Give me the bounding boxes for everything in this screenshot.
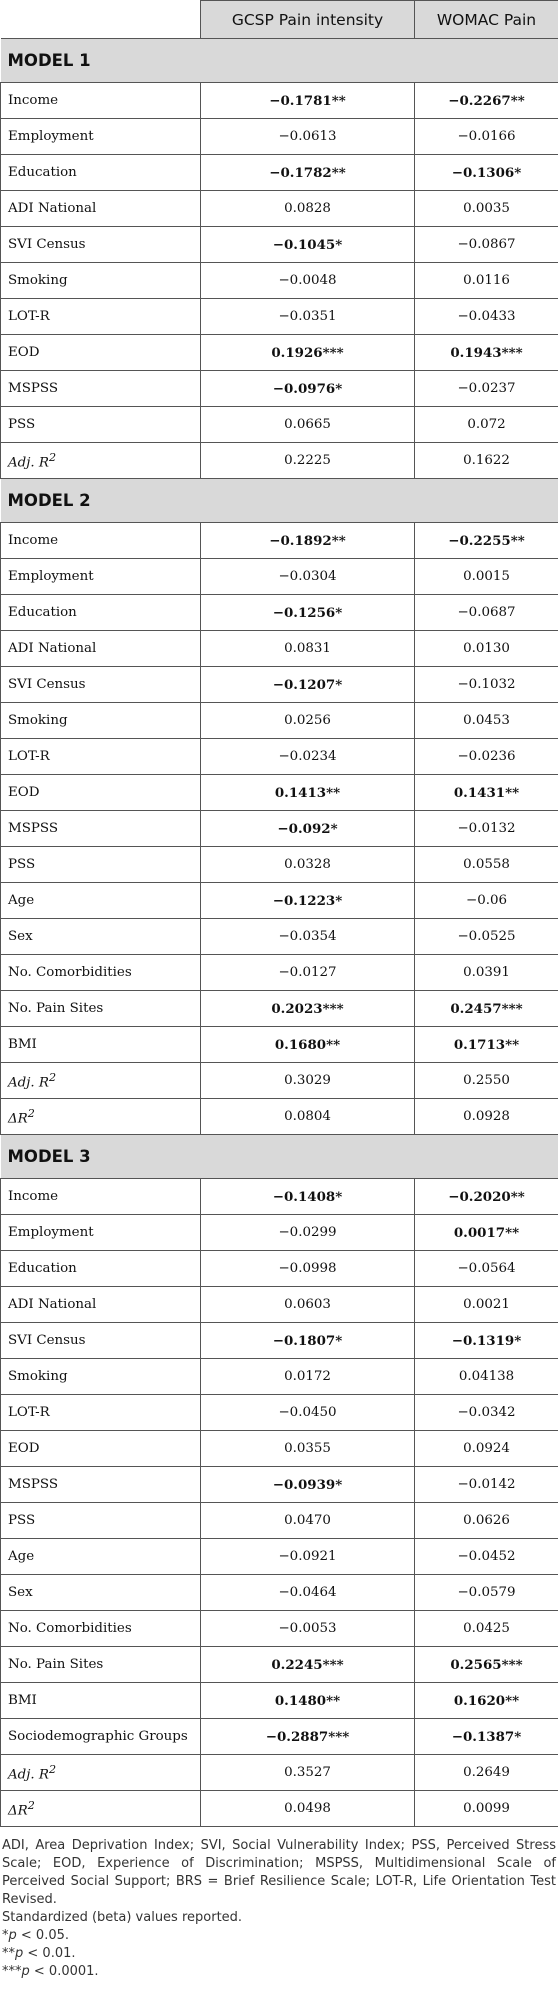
womac-value-cell: 0.0558 [415,847,558,883]
row-label [1,263,201,299]
gcsp-value-cell: −0.092* [201,811,415,847]
gcsp-value-cell: −0.1256* [201,595,415,631]
header-womac-pain: WOMAC Pain [415,1,558,39]
gcsp-value-cell: −0.1807* [201,1323,415,1359]
womac-value-cell: −0.1306* [415,155,558,191]
row-label-superscript: 2 [49,1070,57,1084]
row-label [1,1683,201,1719]
row-label [1,1647,201,1683]
table-row [1,1251,558,1287]
womac-value-cell: −0.0579 [415,1575,558,1611]
row-label [1,847,201,883]
womac-value-cell: −0.1032 [415,667,558,703]
gcsp-value-cell: 0.0828 [201,191,415,227]
row-label-text: PSS [8,417,36,432]
row-label-text: Education [8,165,77,180]
table-row [1,371,558,407]
row-label-text: Employment [8,1225,94,1240]
row-label-superscript: 2 [49,1762,57,1776]
womac-value-cell: −0.0525 [415,919,558,955]
row-label-text: EOD [8,785,40,800]
womac-value-cell: −0.2255** [415,523,558,559]
row-label-text: No. Pain Sites [8,1657,104,1672]
footnote-threshold: < 0.0001. [29,1964,99,1979]
row-label [1,595,201,631]
row-label-text: Sex [8,1585,33,1600]
row-label-text: Adj. R [8,1075,49,1091]
footnote-standardized-note: Standardized (beta) values reported. [2,1910,243,1925]
womac-value-cell: 0.0626 [415,1503,558,1539]
gcsp-value-cell: 0.0831 [201,631,415,667]
row-label [1,1791,201,1827]
row-label [1,775,201,811]
row-label [1,991,201,1027]
table-row [1,919,558,955]
footnote-p-symbol: p [15,1946,24,1961]
table-row [1,191,558,227]
gcsp-value-cell: −0.1782** [201,155,415,191]
gcsp-value-cell: −0.0464 [201,1575,415,1611]
row-label-text: Education [8,605,77,620]
womac-value-cell: −0.0342 [415,1395,558,1431]
gcsp-value-cell: −0.0299 [201,1215,415,1251]
row-label [1,299,201,335]
table-row [1,1359,558,1395]
gcsp-value-cell: −0.0998 [201,1251,415,1287]
footnote-p-value-line [2,1963,556,1981]
table-row [1,1647,558,1683]
footnote-p-symbol: p [8,1928,17,1943]
gcsp-value-cell: 0.1680** [201,1027,415,1063]
row-label-text: Smoking [8,273,68,288]
womac-value-cell: 0.1431** [415,775,558,811]
model-title: MODEL 3 [1,1135,558,1179]
gcsp-value-cell: 0.0355 [201,1431,415,1467]
row-label-text: No. Comorbidities [8,1621,132,1636]
table-row [1,1215,558,1251]
gcsp-value-cell: 0.0498 [201,1791,415,1827]
womac-value-cell: −0.2267** [415,83,558,119]
womac-value-cell: 0.0035 [415,191,558,227]
gcsp-value-cell: 0.2245*** [201,1647,415,1683]
row-label-text: ADI National [8,201,97,216]
model-header-row [1,39,558,83]
gcsp-value-cell: 0.0328 [201,847,415,883]
row-label [1,667,201,703]
table-row [1,1539,558,1575]
row-label-text: Age [8,1549,35,1564]
table-row [1,811,558,847]
table-row [1,299,558,335]
row-label-text: LOT-R [8,1405,50,1420]
womac-value-cell: −0.0452 [415,1539,558,1575]
table-row [1,847,558,883]
table-row [1,1395,558,1431]
womac-value-cell: −0.0132 [415,811,558,847]
table-row [1,1467,558,1503]
row-label-text: Income [8,533,59,548]
table-row [1,1179,558,1215]
table-row [1,595,558,631]
row-label-text: MSPSS [8,1477,59,1492]
footnote-p-values [2,1927,556,1981]
table-row [1,523,558,559]
gcsp-value-cell: −0.0450 [201,1395,415,1431]
model-title: MODEL 1 [1,39,558,83]
womac-value-cell: 0.2457*** [415,991,558,1027]
womac-value-cell: −0.0166 [415,119,558,155]
table-row [1,667,558,703]
row-label [1,811,201,847]
gcsp-value-cell: 0.1413** [201,775,415,811]
model-header-row [1,479,558,523]
gcsp-value-cell: −0.0939* [201,1467,415,1503]
row-label-text: Income [8,1189,59,1204]
womac-value-cell: −0.0236 [415,739,558,775]
row-label [1,407,201,443]
womac-value-cell: −0.2020** [415,1179,558,1215]
gcsp-value-cell: 0.1926*** [201,335,415,371]
womac-value-cell: 0.2649 [415,1755,558,1791]
row-label-text: SVI Census [8,1333,86,1348]
table-footnotes [0,1827,558,1981]
row-label-text: Age [8,893,35,908]
row-label [1,335,201,371]
table-row [1,775,558,811]
gcsp-value-cell: −0.1892** [201,523,415,559]
row-label-text: Adj. R [8,1767,49,1783]
row-label-text: PSS [8,857,36,872]
row-label [1,703,201,739]
row-label [1,1099,201,1135]
table-row [1,703,558,739]
row-label [1,739,201,775]
womac-value-cell: 0.2565*** [415,1647,558,1683]
table-row [1,1027,558,1063]
womac-value-cell: 0.0391 [415,955,558,991]
row-label-text: Smoking [8,713,68,728]
row-label [1,1323,201,1359]
row-label-text: MSPSS [8,821,59,836]
row-label [1,1215,201,1251]
header-gcsp-pain-intensity: GCSP Pain intensity [201,1,415,39]
table-row [1,1323,558,1359]
table-row [1,1575,558,1611]
row-label [1,1251,201,1287]
gcsp-value-cell: −0.1408* [201,1179,415,1215]
row-label [1,1755,201,1791]
gcsp-value-cell: −0.1045* [201,227,415,263]
table-row [1,883,558,919]
table-row [1,955,558,991]
row-label [1,1719,201,1755]
table-row [1,263,558,299]
header-blank-cell [1,1,201,39]
row-label [1,155,201,191]
table-row [1,1287,558,1323]
womac-value-cell: −0.0142 [415,1467,558,1503]
row-label [1,1395,201,1431]
table-row [1,631,558,667]
row-label-text: ΔR [8,1803,28,1819]
row-label-text: EOD [8,1441,40,1456]
row-label-text: Education [8,1261,77,1276]
gcsp-value-cell: −0.0976* [201,371,415,407]
row-label [1,83,201,119]
row-label-text: MSPSS [8,381,59,396]
gcsp-value-cell: 0.2225 [201,443,415,479]
row-label-text: Adj. R [8,455,49,471]
gcsp-value-cell: −0.2887*** [201,1719,415,1755]
gcsp-value-cell: −0.0354 [201,919,415,955]
row-label [1,227,201,263]
gcsp-value-cell: −0.0351 [201,299,415,335]
gcsp-value-cell: −0.0048 [201,263,415,299]
gcsp-value-cell: 0.0665 [201,407,415,443]
row-label-superscript: 2 [27,1106,35,1120]
row-label [1,1063,201,1099]
row-label [1,523,201,559]
row-label [1,1503,201,1539]
womac-value-cell: −0.0433 [415,299,558,335]
womac-value-cell: 0.0924 [415,1431,558,1467]
table-row [1,991,558,1027]
table-body [1,39,558,1827]
table-row [1,1503,558,1539]
row-label-text: Sex [8,929,33,944]
table-row [1,1063,558,1099]
row-label [1,119,201,155]
row-label-text: SVI Census [8,677,86,692]
womac-value-cell: 0.0021 [415,1287,558,1323]
row-label-text: No. Comorbidities [8,965,132,980]
row-label [1,1539,201,1575]
table-row [1,1431,558,1467]
row-label [1,1287,201,1323]
footnote-stars: ** [2,1946,15,1961]
womac-value-cell: 0.0130 [415,631,558,667]
row-label-text: Smoking [8,1369,68,1384]
gcsp-value-cell: −0.1781** [201,83,415,119]
row-label [1,559,201,595]
row-label-text: ADI National [8,641,97,656]
footnote-p-value-line [2,1927,556,1945]
row-label [1,443,201,479]
womac-value-cell: 0.1620** [415,1683,558,1719]
womac-value-cell: 0.0099 [415,1791,558,1827]
table-row [1,1611,558,1647]
footnote-stars: *** [2,1964,22,1979]
table-row [1,1719,558,1755]
gcsp-value-cell: 0.1480** [201,1683,415,1719]
row-label [1,1611,201,1647]
row-label-text: ADI National [8,1297,97,1312]
table-row [1,83,558,119]
table-row [1,559,558,595]
gcsp-value-cell: 0.0804 [201,1099,415,1135]
womac-value-cell: 0.1622 [415,443,558,479]
gcsp-value-cell: −0.0304 [201,559,415,595]
footnote-p-symbol: p [21,1964,30,1979]
womac-value-cell: 0.0116 [415,263,558,299]
table-row [1,119,558,155]
womac-value-cell: 0.0425 [415,1611,558,1647]
womac-value-cell: 0.2550 [415,1063,558,1099]
gcsp-value-cell: −0.0234 [201,739,415,775]
row-label [1,919,201,955]
row-label [1,1359,201,1395]
table-row [1,443,558,479]
table-row [1,739,558,775]
table-row [1,1683,558,1719]
gcsp-value-cell: −0.0053 [201,1611,415,1647]
table-row [1,227,558,263]
gcsp-value-cell: −0.0613 [201,119,415,155]
womac-value-cell: 0.0015 [415,559,558,595]
womac-value-cell: −0.0867 [415,227,558,263]
row-label-text: PSS [8,1513,36,1528]
row-label [1,1431,201,1467]
footnote-threshold: < 0.05. [16,1928,70,1943]
gcsp-value-cell: 0.0256 [201,703,415,739]
row-label [1,1179,201,1215]
row-label-superscript: 2 [27,1798,35,1812]
gcsp-value-cell: 0.3029 [201,1063,415,1099]
row-label-text: LOT-R [8,309,50,324]
model-title: MODEL 2 [1,479,558,523]
table-row [1,1755,558,1791]
womac-value-cell: 0.04138 [415,1359,558,1395]
womac-value-cell: 0.1713** [415,1027,558,1063]
womac-value-cell: 0.0928 [415,1099,558,1135]
row-label [1,371,201,407]
footnote-threshold: < 0.01. [23,1946,76,1961]
row-label [1,191,201,227]
gcsp-value-cell: −0.0921 [201,1539,415,1575]
gcsp-value-cell: −0.0127 [201,955,415,991]
womac-value-cell: 0.0453 [415,703,558,739]
row-label-text: LOT-R [8,749,50,764]
table-header [1,1,558,39]
table-row [1,407,558,443]
gcsp-value-cell: 0.3527 [201,1755,415,1791]
row-label [1,1027,201,1063]
row-label-superscript: 2 [49,450,57,464]
table-row [1,1791,558,1827]
gcsp-value-cell: 0.0172 [201,1359,415,1395]
table-row [1,1099,558,1135]
row-label-text: Income [8,93,59,108]
gcsp-value-cell: −0.1207* [201,667,415,703]
model-header-row [1,1135,558,1179]
womac-value-cell: −0.0564 [415,1251,558,1287]
footnote-abbreviations: ADI, Area Deprivation Index; SVI, Social Vulnerability Index; PSS, Perceived Stress Scale; EOD, Experience of Discrimination; MSPSS, Multidimensional Scale of Perceived Social Support; BRS = Brief Resilience Scale; LOT-R, Life Orientation Test Revised. [2,1838,556,1907]
row-label-text: No. Pain Sites [8,1001,104,1016]
row-label-text: BMI [8,1037,37,1052]
womac-value-cell: 0.0017** [415,1215,558,1251]
gcsp-value-cell: 0.0603 [201,1287,415,1323]
womac-value-cell: −0.0237 [415,371,558,407]
womac-value-cell: −0.1319* [415,1323,558,1359]
womac-value-cell: −0.0687 [415,595,558,631]
row-label-text: Employment [8,569,94,584]
row-label-text: ΔR [8,1111,28,1127]
gcsp-value-cell: −0.1223* [201,883,415,919]
table-row [1,155,558,191]
row-label-text: EOD [8,345,40,360]
row-label [1,1575,201,1611]
row-label-text: BMI [8,1693,37,1708]
row-label-text: Sociodemographic Groups [8,1729,188,1744]
row-label [1,1467,201,1503]
row-label-text: Employment [8,129,94,144]
table-row [1,335,558,371]
womac-value-cell: −0.06 [415,883,558,919]
footnote-stars: * [2,1928,9,1943]
footnote-p-value-line [2,1945,556,1963]
womac-value-cell: 0.072 [415,407,558,443]
womac-value-cell: 0.1943*** [415,335,558,371]
row-label-text: SVI Census [8,237,86,252]
gcsp-value-cell: 0.2023*** [201,991,415,1027]
row-label [1,631,201,667]
womac-value-cell: −0.1387* [415,1719,558,1755]
row-label [1,955,201,991]
gcsp-value-cell: 0.0470 [201,1503,415,1539]
row-label [1,883,201,919]
